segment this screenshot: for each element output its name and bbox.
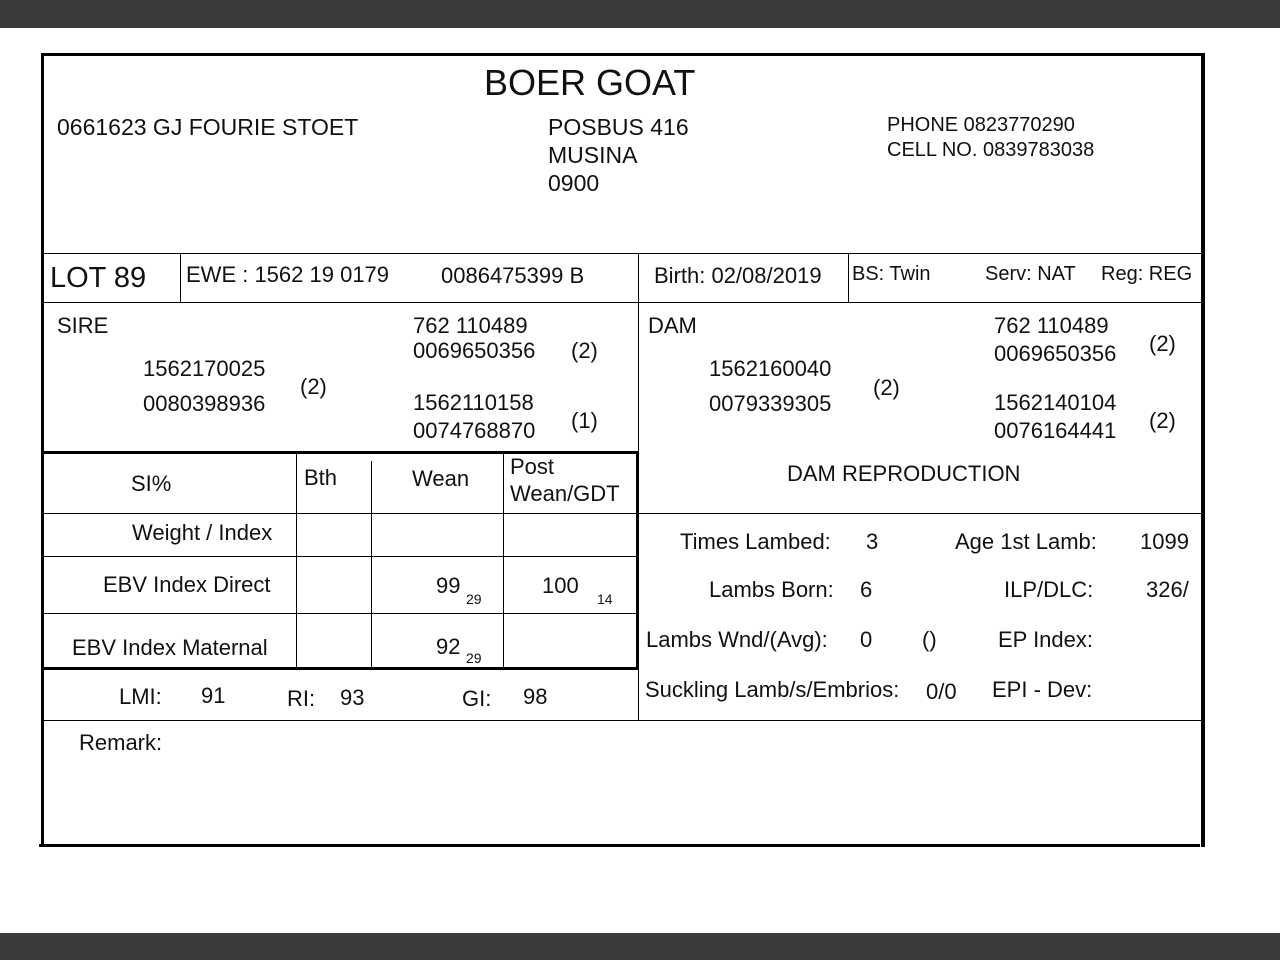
breeder-address-line-3: 0900: [548, 170, 600, 196]
registration: Reg: REG: [1101, 263, 1193, 285]
dam-sire-registration: 0069650356: [994, 341, 1117, 366]
breeder-address-line-2: MUSINA: [548, 142, 638, 168]
sire-grade: (2): [300, 374, 327, 399]
lmi-label: LMI:: [119, 684, 162, 709]
sire-sire-registration: 0069650356: [413, 338, 536, 363]
ewe-number: EWE : 1562 19 0179: [186, 262, 390, 287]
perf-table-bottom: [44, 667, 638, 670]
border-left: [41, 53, 44, 847]
ilp-dlc-value: 326/: [1146, 577, 1189, 602]
gi-label: GI:: [462, 686, 492, 711]
suckling-lambs-label: Suckling Lamb/s/Embrios:: [645, 677, 900, 702]
lot-number: LOT 89: [50, 262, 147, 294]
dam-label: DAM: [648, 313, 697, 338]
breeder-cell: CELL NO. 0839783038: [887, 139, 1095, 161]
border-right: [1201, 53, 1205, 847]
sire-dam-id: 1562110158: [413, 390, 534, 415]
wean-header: Wean: [412, 466, 470, 491]
remark-label: Remark:: [79, 730, 163, 755]
lot-row-bottom-rule: [44, 302, 1201, 303]
perf-col-divider-3: [503, 454, 504, 668]
lmi-value: 91: [201, 683, 226, 708]
birth-date: Birth: 02/08/2019: [654, 263, 822, 288]
perf-table-rule-1: [44, 513, 637, 514]
perf-table-rule-3: [44, 613, 637, 614]
service-type: Serv: NAT: [985, 263, 1076, 285]
ebv-maternal-label: EBV Index Maternal: [72, 635, 268, 660]
lot-row-top-rule: [44, 253, 1201, 254]
lambs-weaned-value: 0: [860, 627, 873, 652]
border-top: [41, 53, 1204, 56]
lot-divider: [180, 253, 181, 303]
direct-post-accuracy: 14: [597, 591, 613, 607]
border-bottom: [39, 844, 1200, 847]
lambs-born-value: 6: [860, 577, 873, 602]
direct-post-value: 100: [542, 573, 579, 598]
gi-value: 98: [523, 684, 548, 709]
maternal-wean-accuracy: 29: [466, 650, 482, 666]
age-first-lamb-value: 1099: [1140, 529, 1189, 554]
ri-label: RI:: [287, 686, 316, 711]
breeder-name: 0661623 GJ FOURIE STOET: [57, 114, 359, 140]
maternal-wean-value: 92: [436, 634, 461, 659]
ep-index-label: EP Index:: [998, 627, 1093, 652]
times-lambed-value: 3: [866, 529, 879, 554]
birth-divider: [848, 253, 849, 303]
direct-wean-value: 99: [436, 573, 461, 598]
dam-id: 1562160040: [709, 356, 832, 381]
sire-label: SIRE: [57, 313, 109, 338]
ebv-direct-label: EBV Index Direct: [103, 572, 271, 597]
sire-dam-registration: 0074768870: [413, 418, 536, 443]
sire-id: 1562170025: [143, 356, 266, 381]
ewe-id: 0086475399 B: [441, 263, 585, 288]
post-header-line-2: Wean/GDT: [510, 481, 620, 506]
breeder-phone: PHONE 0823770290: [887, 114, 1075, 136]
ri-value: 93: [340, 685, 365, 710]
dam-grade: (2): [873, 375, 900, 400]
weight-index-label: Weight / Index: [132, 520, 273, 545]
bth-header: Bth: [304, 465, 338, 490]
age-first-lamb-label: Age 1st Lamb:: [955, 529, 1097, 554]
sire-sire-id: 762 110489: [413, 313, 528, 338]
epi-dev-label: EPI - Dev:: [992, 677, 1093, 702]
perf-col-divider-2: [371, 461, 372, 668]
dam-sire-id: 762 110489: [994, 313, 1109, 338]
ewe-divider: [638, 253, 639, 453]
birth-status: BS: Twin: [852, 263, 931, 285]
ilp-dlc-label: ILP/DLC:: [1004, 577, 1094, 602]
breeder-address-line-1: POSBUS 416: [548, 114, 689, 140]
dam-repro-left-rule: [638, 453, 639, 721]
sire-sire-grade: (2): [571, 338, 598, 363]
si-percent-header: SI%: [131, 471, 172, 496]
indices-bottom-rule: [44, 720, 1201, 721]
dam-dam-registration: 0076164441: [994, 418, 1117, 443]
dam-repro-heading-rule: [639, 513, 1201, 514]
sire-dam-grade: (1): [571, 408, 598, 433]
perf-table-rule-2: [44, 556, 637, 557]
perf-col-divider-1: [296, 454, 297, 668]
post-header-line-1: Post: [510, 454, 555, 479]
dam-registration: 0079339305: [709, 391, 832, 416]
dam-sire-grade: (2): [1149, 331, 1176, 356]
dam-repro-heading: DAM REPRODUCTION: [787, 461, 1021, 486]
lambs-weaned-label: Lambs Wnd/(Avg):: [646, 627, 828, 652]
sire-registration: 0080398936: [143, 391, 266, 416]
dam-dam-grade: (2): [1149, 408, 1176, 433]
dam-dam-id: 1562140104: [994, 390, 1117, 415]
lambs-born-label: Lambs Born:: [709, 577, 834, 602]
suckling-lambs-value: 0/0: [926, 679, 957, 704]
lambs-weaned-average: (): [922, 627, 937, 652]
times-lambed-label: Times Lambed:: [680, 529, 831, 554]
page-title: BOER GOAT: [484, 62, 696, 103]
direct-wean-accuracy: 29: [466, 591, 482, 607]
